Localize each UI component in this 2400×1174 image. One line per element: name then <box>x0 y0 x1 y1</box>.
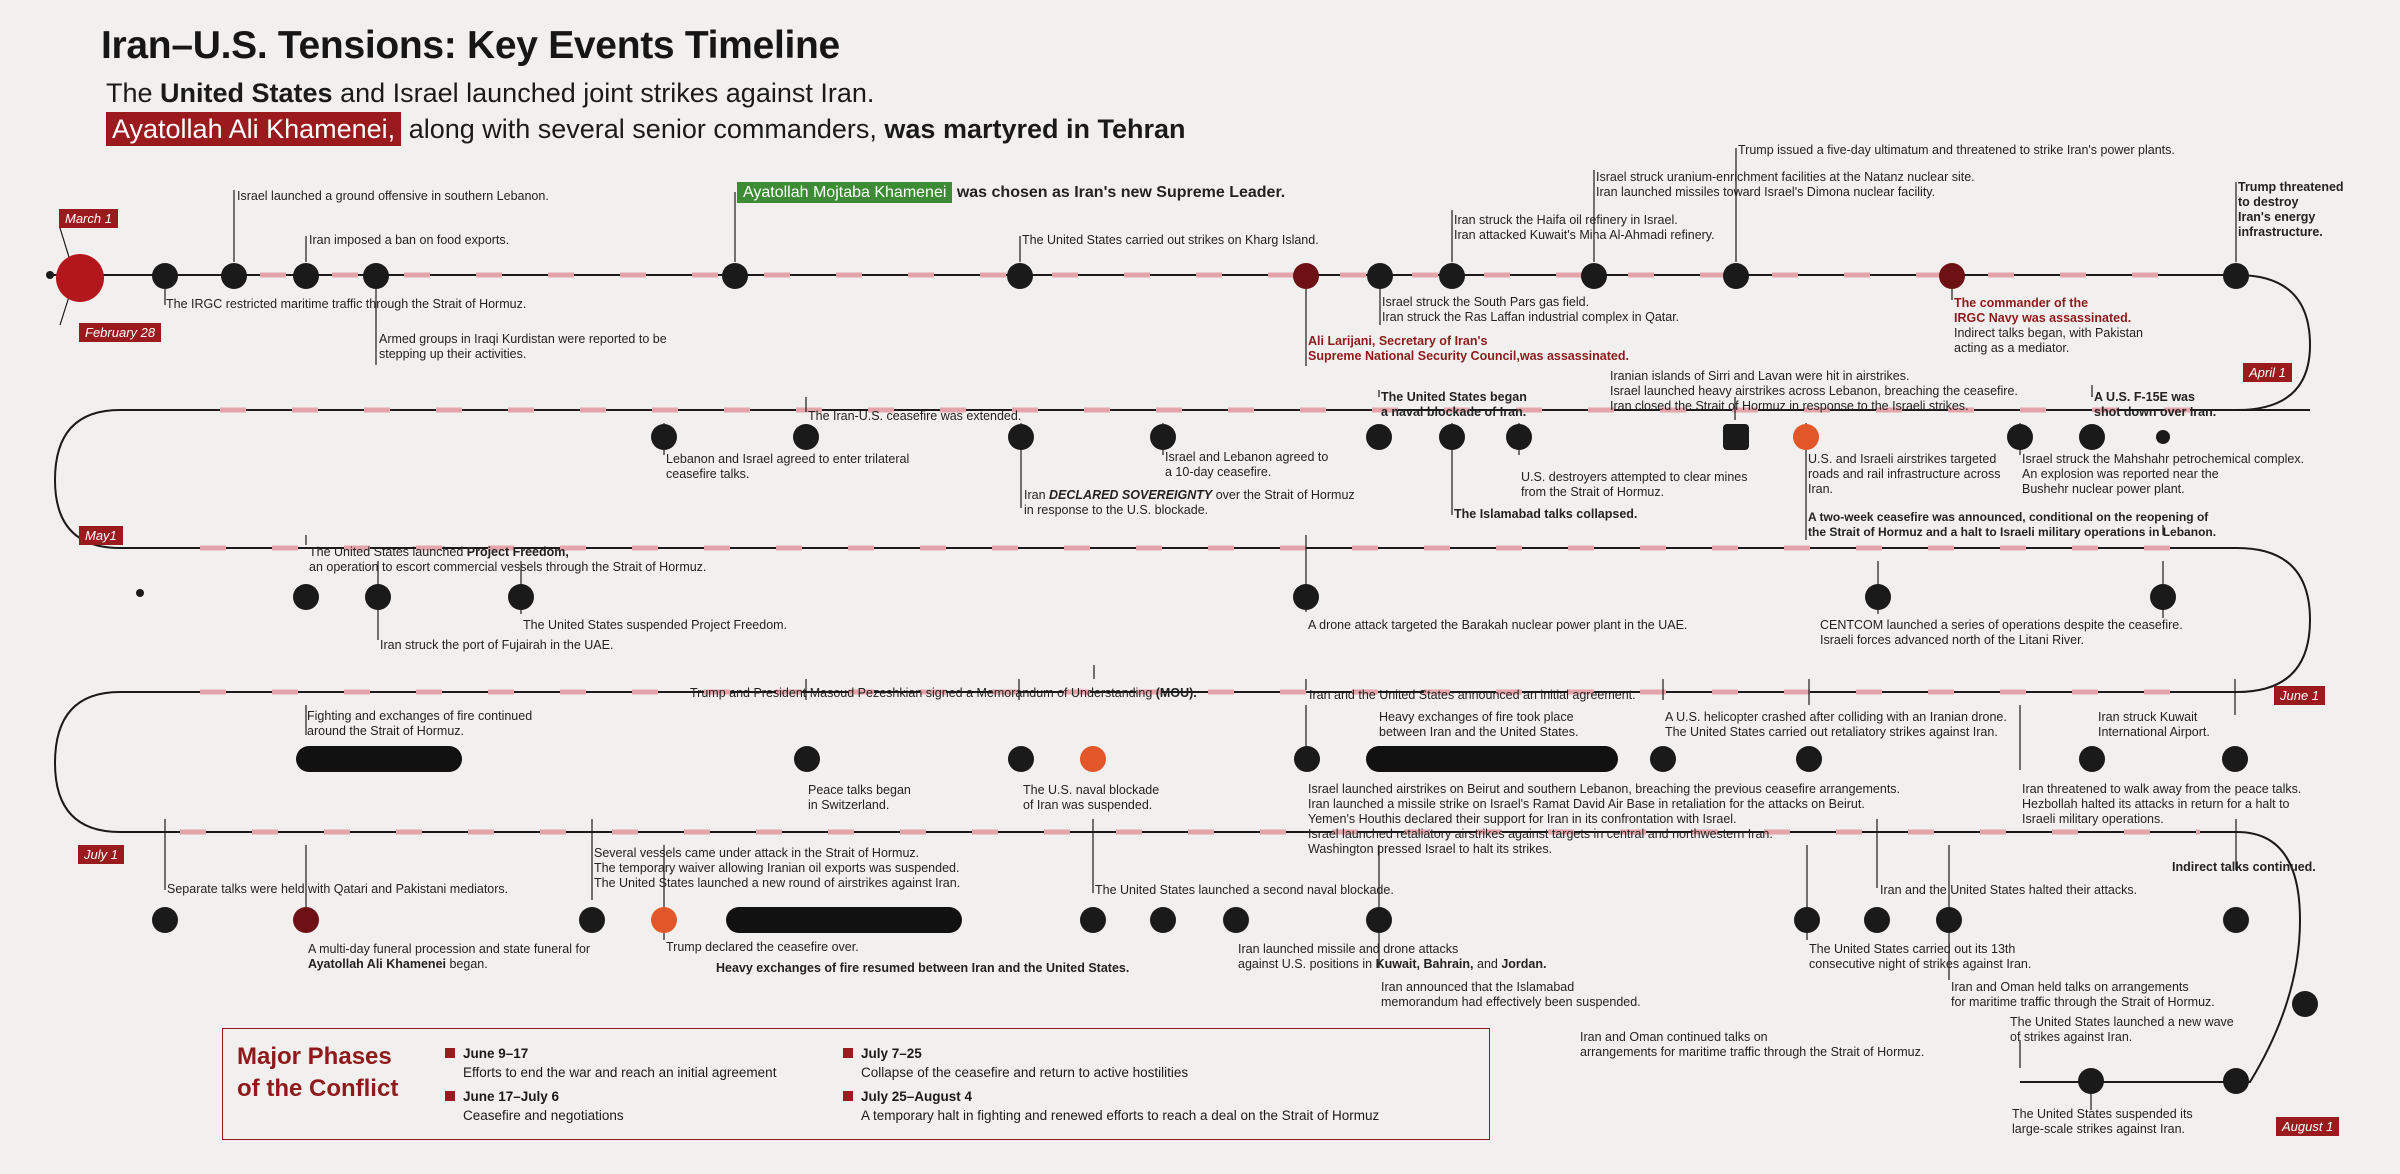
node <box>722 263 748 289</box>
node-larijani <box>1293 263 1319 289</box>
event-label: Heavy exchanges of fire resumed between Iran and the United States. <box>716 961 1130 975</box>
node <box>2292 991 2318 1017</box>
event-label: Iran struck the Haifa oil refinery in Israel. Iran attacked Kuwait's Mina Al-Ahmadi refinery. <box>1454 213 1715 242</box>
event-label: Iran imposed a ban on food exports. <box>309 233 510 247</box>
highlight-khamenei: Ayatollah Ali Khamenei, <box>106 112 401 146</box>
event-label: Trump declared the ceasefire over. <box>666 940 859 954</box>
node <box>2150 584 2176 610</box>
node <box>2223 907 2249 933</box>
node <box>1366 907 1392 933</box>
node <box>1008 424 1034 450</box>
node <box>1080 907 1106 933</box>
node-blockade-suspended <box>1080 746 1106 772</box>
event-label: A drone attack targeted the Barakah nuclear power plant in the UAE. <box>1308 618 1688 632</box>
event-label: Iran launched missile and drone attacks against U.S. positions in Kuwait, Bahrain, and Jordan. <box>1238 942 1547 971</box>
event-label: Iran announced that the Islamabad memorandum had effectively been suspended. <box>1381 980 1641 1009</box>
event-label: A two-week ceasefire was announced, conditional on the reopening of the Strait of Hormuz and a halt to Israeli military operations in Lebanon. <box>1808 510 2217 539</box>
event-label: A U.S. F-15E was shot down over Iran. <box>2094 390 2217 419</box>
node <box>1007 263 1033 289</box>
event-label-mojtaba: Ayatollah Mojtaba Khamenei was chosen as Iran's new Supreme Leader. <box>737 183 1285 203</box>
node-may1-dot <box>136 589 144 597</box>
phases-title: Major Phases of the Conflict <box>237 1043 399 1102</box>
node <box>293 584 319 610</box>
subtitle-bold: was martyred in Tehran <box>884 114 1186 144</box>
node <box>1796 746 1822 772</box>
node <box>2007 424 2033 450</box>
square-bullet-icon <box>445 1048 455 1058</box>
event-label: The United States suspended Project Freedom. <box>523 618 788 632</box>
node <box>2223 263 2249 289</box>
bar-resumed-fire <box>726 907 962 933</box>
node <box>2222 746 2248 772</box>
event-label: Iran struck the port of Fujairah in the UAE. <box>380 638 614 652</box>
event-label: Lebanon and Israel agreed to enter trilateral ceasefire talks. <box>666 452 910 481</box>
node <box>1294 746 1320 772</box>
event-label: Separate talks were held with Qatari and Pakistani mediators. <box>167 882 509 896</box>
node <box>1366 424 1392 450</box>
event-label: The Iran-U.S. ceasefire was extended. <box>808 409 1022 423</box>
event-label: The Islamabad talks collapsed. <box>1454 507 1638 521</box>
event-label: Iran DECLARED SOVEREIGNTY over the Strait of Hormuz in response to the U.S. blockade. <box>1024 488 1355 517</box>
phase-item: July 25–August 4 A temporary halt in fighting and renewed efforts to reach a deal on the Strait of Hormuz <box>843 1087 1379 1125</box>
node <box>1150 907 1176 933</box>
date-march-1: March 1 <box>59 209 118 228</box>
node-feb28-major <box>56 254 104 302</box>
subtitle-text: and Israel launched joint strikes against Iran. <box>332 78 875 108</box>
node <box>579 907 605 933</box>
event-label: Heavy exchanges of fire took place between Iran and the United States. <box>1379 710 1579 739</box>
event-label: The IRGC restricted maritime traffic through the Strait of Hormuz. <box>166 297 527 311</box>
event-label: Israel struck the Mahshahr petrochemical complex. An explosion was reported near the Bushehr nuclear power plant. <box>2022 452 2305 496</box>
event-label: Trump and President Masoud Pezeshkian signed a Memorandum of Understanding (MOU). <box>690 686 1197 700</box>
node <box>2156 430 2170 444</box>
event-label: Armed groups in Iraqi Kurdistan were reported to be stepping up their activities. <box>379 332 667 361</box>
event-label: Several vessels came under attack in the Strait of Hormuz. The temporary waiver allowing Iranian oil exports was suspended. The United States launched a new round of airstrikes against Iran. <box>594 846 961 890</box>
node <box>1439 424 1465 450</box>
node <box>794 746 820 772</box>
node <box>1723 263 1749 289</box>
event-label: A multi-day funeral procession and state funeral for Ayatollah Ali Khamenei began. <box>308 942 591 971</box>
event-label: Iran threatened to walk away from the peace talks. Hezbollah halted its attacks in return for a halt to Israeli military operations. <box>2022 782 2302 826</box>
node <box>1506 424 1532 450</box>
phase-item: June 9–17 Efforts to end the war and reach an initial agreement <box>445 1044 776 1082</box>
node <box>1865 584 1891 610</box>
event-label: The U.S. naval blockade of Iran was suspended. <box>1023 783 1160 812</box>
square-bullet-icon <box>445 1091 455 1101</box>
bar-continuous-fighting <box>296 746 462 772</box>
page-title: Iran–U.S. Tensions: Key Events Timeline <box>101 24 840 67</box>
node <box>1008 746 1034 772</box>
node <box>793 424 819 450</box>
event-label: Iran struck Kuwait International Airport. <box>2098 710 2210 739</box>
event-label: Fighting and exchanges of fire continued around the Strait of Hormuz. <box>307 709 533 738</box>
highlight-mojtaba: Ayatollah Mojtaba Khamenei <box>737 182 952 203</box>
node <box>1936 907 1962 933</box>
node <box>651 424 677 450</box>
node <box>2223 1068 2249 1094</box>
event-label: Peace talks began in Switzerland. <box>808 783 911 812</box>
node <box>152 263 178 289</box>
event-label: The United States suspended its large-scale strikes against Iran. <box>2012 1107 2193 1136</box>
node <box>2078 1068 2104 1094</box>
event-label: Iran and Oman held talks on arrangements for maritime traffic through the Strait of Hormuz. <box>1951 980 2215 1009</box>
event-label: Israel struck uranium-enrichment facilities at the Natanz nuclear site. Iran launched missiles toward Israel's Dimona nuclear facility. <box>1596 170 1975 199</box>
node <box>1864 907 1890 933</box>
node <box>2079 746 2105 772</box>
event-label-irgc-navy: The commander of the IRGC Navy was assassinated. Indirect talks began, with Pakistan acting as a mediator. <box>1954 296 2143 355</box>
event-label-larijani: Ali Larijani, Secretary of Iran's Supreme National Security Council,was assassinated. <box>1308 334 1629 363</box>
date-april-1: April 1 <box>2243 363 2292 382</box>
event-label: The United States launched a new wave of strikes against Iran. <box>2010 1015 2234 1044</box>
node <box>221 263 247 289</box>
node <box>1223 907 1249 933</box>
node <box>508 584 534 610</box>
event-label: The United States carried out its 13th consecutive night of strikes against Iran. <box>1809 942 2032 971</box>
phase-item: June 17–July 6 Ceasefire and negotiations <box>445 1087 624 1125</box>
date-february-28: February 28 <box>79 323 161 342</box>
subtitle-bold: United States <box>160 78 333 108</box>
subtitle-text: The <box>106 78 161 108</box>
node <box>1439 263 1465 289</box>
event-label: Iran and Oman continued talks on arrangements for maritime traffic through the Strait of Hormuz. <box>1580 1030 1925 1059</box>
event-label: U.S. and Israeli airstrikes targeted roads and rail infrastructure across Iran. <box>1808 452 2001 496</box>
date-august-1: August 1 <box>2276 1117 2339 1136</box>
node-irgc-navy <box>1939 263 1965 289</box>
event-label: Iran and the United States announced an initial agreement. <box>1309 688 1636 702</box>
node-square <box>1723 424 1749 450</box>
date-july-1: July 1 <box>78 845 124 864</box>
event-label: Trump threatened to destroy Iran's energy infrastructure. <box>2238 180 2344 239</box>
square-bullet-icon <box>843 1091 853 1101</box>
phase-item: July 7–25 Collapse of the ceasefire and return to active hostilities <box>843 1044 1188 1082</box>
node <box>363 263 389 289</box>
event-label: Israel launched airstrikes on Beirut and southern Lebanon, breaching the previous ceasefire arrangements. Iran launched a missile strike on Israel's Ramat David Air Base in retaliation for the attacks on Beirut. Yemen's Houthis declared their support for Iran in its confrontation with Israel. Israel launched retaliatory airstrikes against targets in central and northwestern Iran. Washington pressed Israel to halt its strikes. <box>1308 782 1901 856</box>
node <box>2079 424 2105 450</box>
node <box>365 584 391 610</box>
node <box>1581 263 1607 289</box>
date-june-1: June 1 <box>2274 686 2325 705</box>
node-ceasefire-2w <box>1793 424 1819 450</box>
node <box>152 907 178 933</box>
subtitle-text: along with several senior commanders, <box>401 114 885 144</box>
event-label: Indirect talks continued. <box>2172 860 2316 874</box>
node <box>1293 584 1319 610</box>
major-phases-legend <box>222 1028 1490 1140</box>
event-label: CENTCOM launched a series of operations despite the ceasefire. Israeli forces advanced north of the Litani River. <box>1820 618 2183 647</box>
node <box>1367 263 1393 289</box>
node-start-dot <box>46 271 54 279</box>
square-bullet-icon <box>843 1048 853 1058</box>
event-label: U.S. destroyers attempted to clear mines from the Strait of Hormuz. <box>1521 470 1748 499</box>
node <box>1650 746 1676 772</box>
node <box>293 263 319 289</box>
date-may-1: May1 <box>79 526 123 545</box>
event-label: A U.S. helicopter crashed after colliding with an Iranian drone. The United States carried out retaliatory strikes against Iran. <box>1665 710 2007 739</box>
node-funeral <box>293 907 319 933</box>
event-label: Israel and Lebanon agreed to a 10-day ceasefire. <box>1165 450 1329 479</box>
event-label: The United States began a naval blockade of Iran. <box>1381 390 1527 419</box>
node-ceasefire-over <box>651 907 677 933</box>
event-label: The United States launched Project Freedom, an operation to escort commercial vessels through the Strait of Hormuz. <box>309 545 707 574</box>
node <box>1150 424 1176 450</box>
bar-heavy-exchanges <box>1366 746 1618 772</box>
event-label: Iran and the United States halted their attacks. <box>1880 883 2138 897</box>
event-label: Israel struck the South Pars gas field. Iran struck the Ras Laffan industrial complex in Qatar. <box>1382 295 1680 324</box>
event-label: Iranian islands of Sirri and Lavan were hit in airstrikes. Israel launched heavy airstrikes across Lebanon, breaching the ceasefire. Iran closed the Strait of Hormuz in response to the Israeli strikes. <box>1610 369 2018 413</box>
event-label: The United States carried out strikes on Kharg Island. <box>1022 233 1319 247</box>
event-label: Israel launched a ground offensive in southern Lebanon. <box>237 189 549 203</box>
event-label: Trump issued a five-day ultimatum and threatened to strike Iran's power plants. <box>1738 143 2175 157</box>
node <box>1794 907 1820 933</box>
event-label: The United States launched a second naval blockade. <box>1095 883 1394 897</box>
